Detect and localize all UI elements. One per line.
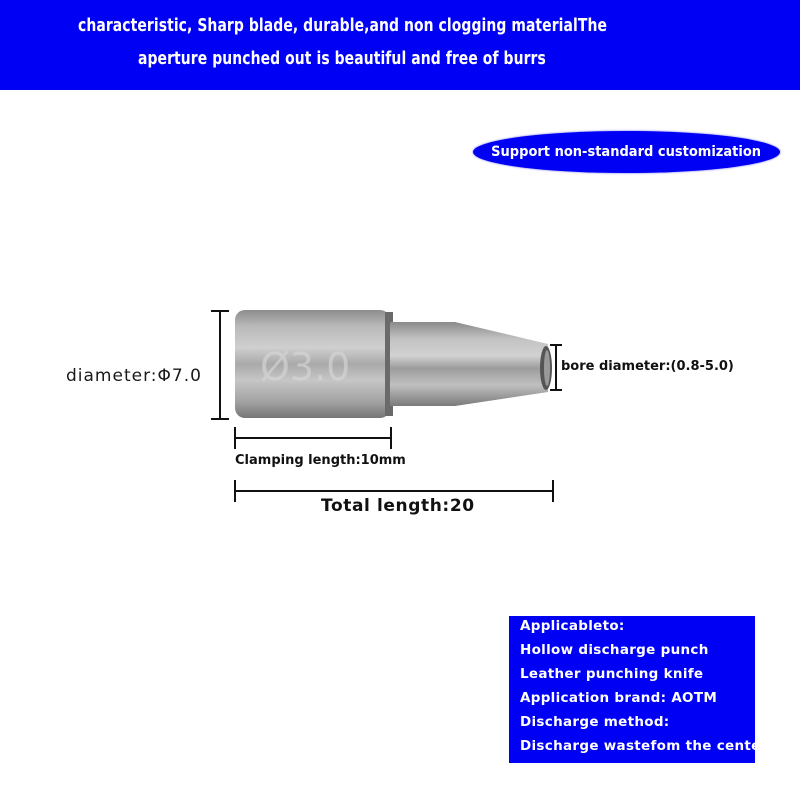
bore-cap-top — [550, 344, 562, 346]
diameter-cap-top — [211, 310, 229, 312]
application-info-box — [509, 616, 768, 763]
diameter-cap-bottom — [211, 418, 229, 420]
customization-badge — [473, 131, 780, 173]
diameter-dimension-line — [219, 311, 221, 419]
total-dimension-line — [235, 490, 553, 492]
bore-dimension-line — [555, 344, 557, 390]
info-line: Applicableto: — [520, 618, 625, 634]
top-banner — [0, 0, 800, 90]
info-line: Hollow discharge punch — [520, 642, 709, 658]
bore-cap-bottom — [550, 389, 562, 391]
customization-badge-label: Support non-standard customization — [491, 144, 762, 160]
engraving-text: Ø3.0 — [260, 345, 351, 389]
total-cap-left — [234, 480, 236, 502]
info-line: Application brand: AOTM — [520, 690, 718, 706]
info-line: Discharge method: — [520, 714, 670, 730]
bore-diameter-label: bore diameter:(0.8-5.0) — [561, 359, 734, 374]
total-length-label: Total length:20 — [321, 496, 475, 516]
info-line: Leather punching knife — [520, 666, 704, 682]
clamping-dimension-line — [235, 437, 391, 439]
total-cap-right — [552, 480, 554, 502]
diameter-label: diameter:Φ7.0 — [66, 366, 202, 386]
banner-text-line-2: aperture punched out is beautiful and free of burrs — [138, 48, 546, 69]
hollow-punch-icon — [230, 300, 560, 430]
info-line: Discharge wastefom the center — [520, 738, 768, 754]
clamping-cap-right — [390, 427, 392, 449]
clamping-cap-left — [234, 427, 236, 449]
clamping-length-label: Clamping length:10mm — [235, 453, 406, 468]
banner-text-line-1: characteristic, Sharp blade, durable,and non clogging materialThe — [78, 15, 607, 36]
